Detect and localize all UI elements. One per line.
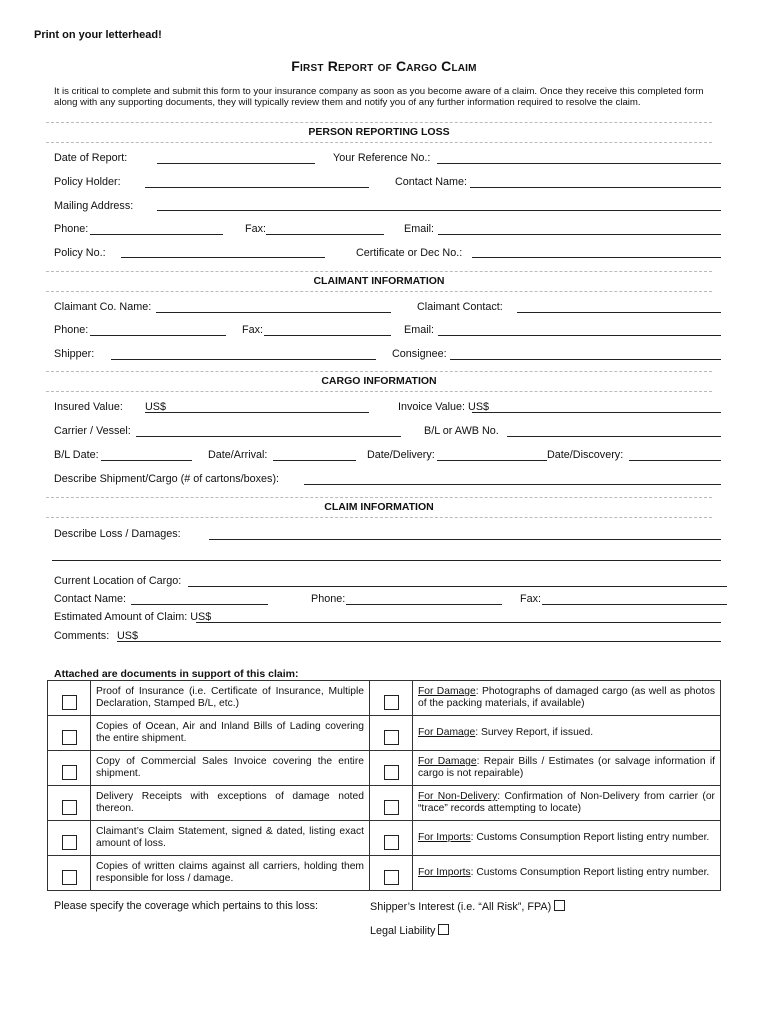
consignee-field[interactable] (450, 359, 721, 360)
document-right-checkbox[interactable] (384, 695, 399, 710)
email-field[interactable] (438, 234, 721, 235)
document-right-body: : Customs Consumption Report listing entry number. (470, 867, 710, 878)
legal-liability-checkbox[interactable] (438, 924, 449, 935)
document-left-cell (48, 786, 91, 821)
phone-label: Phone: (54, 223, 89, 235)
document-row (48, 821, 721, 856)
carrier-vessel-field[interactable] (136, 436, 401, 437)
document-right-checkbox[interactable] (384, 835, 399, 850)
document-left-cell (48, 856, 91, 891)
current-location-field[interactable] (188, 586, 727, 587)
document-right-cell (370, 856, 413, 891)
insured-value-label: Insured Value: (54, 401, 123, 413)
claimant-phone-label: Phone: (54, 324, 89, 336)
document-row (48, 751, 721, 786)
shipper-field[interactable] (111, 359, 376, 360)
section-cargo-information: CARGO INFORMATION (46, 371, 712, 392)
document-left-text: Delivery Receipts with exceptions of damage noted thereon. (91, 786, 370, 821)
claimant-email-label: Email: (404, 324, 434, 336)
claimant-co-name-label: Claimant Co. Name: (54, 301, 152, 313)
mailing-address-field[interactable] (157, 210, 721, 211)
section-claimant-information: CLAIMANT INFORMATION (46, 271, 712, 292)
document-left-cell (48, 821, 91, 856)
document-right-prefix: For Damage (418, 727, 476, 738)
fax-label: Fax: (245, 223, 266, 235)
intro-text: It is critical to complete and submit this form to your insurance company as soon as you become aware of a claim. Once they receive this completed form along with any supporting documents, they will typically review them and notify you of any further information required to resolve the claim. (54, 86, 704, 108)
claimant-contact-field[interactable] (517, 312, 721, 313)
bl-awb-field[interactable] (507, 436, 721, 437)
document-right-body: : Customs Consumption Report listing entry number. (470, 832, 710, 843)
documents-title: Attached are documents in support of this claim: (54, 668, 299, 680)
claim-contact-name-label: Contact Name: (54, 593, 127, 605)
document-right-text (413, 681, 721, 716)
document-right-prefix: For Damage (418, 756, 477, 767)
date-discovery-field[interactable] (629, 460, 721, 461)
document-left-checkbox[interactable] (62, 730, 77, 745)
invoice-value-field[interactable] (472, 412, 721, 413)
describe-shipment-label: Describe Shipment/Cargo (# of cartons/boxes): (54, 473, 280, 485)
document-right-checkbox[interactable] (384, 800, 399, 815)
document-left-cell (48, 716, 91, 751)
claim-fax-label: Fax: (520, 593, 541, 605)
bl-date-field[interactable] (101, 460, 192, 461)
documents-table (47, 680, 721, 891)
document-right-cell (370, 751, 413, 786)
legal-liability-label: Legal Liability (370, 925, 436, 937)
policy-no-field[interactable] (121, 257, 325, 258)
document-right-body: : Repair Bills / Estimates (or salvage information if cargo is not repairable) (418, 756, 715, 779)
document-right-text (413, 716, 721, 751)
document-left-checkbox[interactable] (62, 835, 77, 850)
document-left-text: Copies of Ocean, Air and Inland Bills of Lading covering the entire shipment. (91, 716, 370, 751)
comments-field[interactable] (117, 641, 721, 642)
document-right-text (413, 751, 721, 786)
date-delivery-field[interactable] (437, 460, 547, 461)
document-left-cell (48, 751, 91, 786)
document-row (48, 716, 721, 751)
date-of-report-field[interactable] (157, 163, 315, 164)
invoice-value-label: Invoice Value: US$ (398, 401, 490, 413)
policy-holder-field[interactable] (145, 187, 369, 188)
document-right-checkbox[interactable] (384, 730, 399, 745)
claim-phone-field[interactable] (346, 604, 502, 605)
claim-fax-field[interactable] (542, 604, 727, 605)
document-right-cell (370, 681, 413, 716)
letterhead-note: Print on your letterhead! (34, 29, 162, 41)
document-right-checkbox[interactable] (384, 870, 399, 885)
describe-shipment-field[interactable] (304, 484, 721, 485)
document-right-text (413, 821, 721, 856)
mailing-address-label: Mailing Address: (54, 200, 134, 212)
policy-no-label: Policy No.: (54, 247, 106, 259)
claimant-email-field[interactable] (438, 335, 721, 336)
date-of-report-label: Date of Report: (54, 152, 128, 164)
section-claim-information: CLAIM INFORMATION (46, 497, 712, 518)
claimant-phone-field[interactable] (90, 335, 226, 336)
insured-value-field[interactable] (145, 412, 369, 413)
document-right-prefix: For Imports (418, 832, 471, 843)
describe-loss-field[interactable] (209, 539, 721, 540)
document-right-text (413, 786, 721, 821)
your-reference-label: Your Reference No.: (333, 152, 431, 164)
certificate-field[interactable] (472, 257, 721, 258)
phone-field[interactable] (90, 234, 223, 235)
claimant-fax-field[interactable] (264, 335, 391, 336)
section-person-reporting-loss: PERSON REPORTING LOSS (46, 122, 712, 143)
document-right-cell (370, 821, 413, 856)
current-location-label: Current Location of Cargo: (54, 575, 182, 587)
email-label: Email: (404, 223, 434, 235)
carrier-vessel-label: Carrier / Vessel: (54, 425, 131, 437)
document-left-checkbox[interactable] (62, 765, 77, 780)
your-reference-field[interactable] (437, 163, 721, 164)
date-arrival-label: Date/Arrival: (208, 449, 268, 461)
document-left-checkbox[interactable] (62, 800, 77, 815)
document-right-cell (370, 786, 413, 821)
legal-liability-option[interactable] (370, 924, 449, 937)
document-right-prefix: For Non-Delivery (418, 791, 498, 802)
document-left-checkbox[interactable] (62, 870, 77, 885)
document-left-cell (48, 681, 91, 716)
claimant-co-name-field[interactable] (156, 312, 391, 313)
fax-field[interactable] (266, 234, 384, 235)
document-row (48, 681, 721, 716)
date-delivery-label: Date/Delivery: (367, 449, 435, 461)
bl-awb-label: B/L or AWB No. (424, 425, 499, 437)
document-right-cell (370, 716, 413, 751)
document-row (48, 856, 721, 891)
document-right-body: : Survey Report, if issued. (475, 727, 594, 738)
describe-loss-field-line2[interactable] (52, 560, 721, 561)
claimant-contact-label: Claimant Contact: (417, 301, 503, 313)
contact-name-field[interactable] (470, 187, 721, 188)
date-discovery-label: Date/Discovery: (547, 449, 624, 461)
shipper-label: Shipper: (54, 348, 95, 360)
shipper-interest-checkbox[interactable] (554, 900, 565, 911)
claim-contact-name-field[interactable] (131, 604, 268, 605)
page-title: First Report of Cargo Claim (291, 58, 477, 74)
document-left-text: Copies of written claims against all carriers, holding them responsible for loss / damage. (91, 856, 370, 891)
comments-label: Comments: (54, 630, 110, 642)
insured-value-currency: US$ (145, 401, 167, 413)
claimant-fax-label: Fax: (242, 324, 263, 336)
estimated-amount-label: Estimated Amount of Claim: US$ (54, 611, 212, 623)
certificate-label: Certificate or Dec No.: (356, 247, 463, 259)
shipper-interest-option[interactable] (370, 900, 565, 913)
document-right-text (413, 856, 721, 891)
shipper-interest-label: Shipper’s Interest (i.e. “All Risk”, FPA) (370, 901, 552, 913)
document-left-text: Copy of Commercial Sales Invoice covering the entire shipment. (91, 751, 370, 786)
document-right-prefix: For Imports (418, 867, 471, 878)
bl-date-label: B/L Date: (54, 449, 99, 461)
document-left-checkbox[interactable] (62, 695, 77, 710)
document-left-text: Claimant’s Claim Statement, signed & dated, listing exact amount of loss. (91, 821, 370, 856)
estimated-amount-field[interactable] (196, 622, 721, 623)
policy-holder-label: Policy Holder: (54, 176, 121, 188)
comments-currency: US$ (117, 630, 139, 642)
claim-phone-label: Phone: (311, 593, 346, 605)
document-right-body: : Confirmation of Non-Delivery from carrier (or “trace” records attempting to locate) (418, 791, 715, 814)
document-row (48, 786, 721, 821)
document-right-prefix: For Damage (418, 686, 476, 697)
date-arrival-field[interactable] (273, 460, 356, 461)
document-right-body: : Photographs of damaged cargo (as well as photos of the packing materials, if available) (418, 686, 715, 709)
consignee-label: Consignee: (392, 348, 447, 360)
coverage-prompt: Please specify the coverage which pertains to this loss: (54, 900, 319, 912)
document-right-checkbox[interactable] (384, 765, 399, 780)
describe-loss-label: Describe Loss / Damages: (54, 528, 181, 540)
document-left-text: Proof of Insurance (i.e. Certificate of Insurance, Multiple Declaration, Stamped B/L, etc.) (91, 681, 370, 716)
contact-name-label: Contact Name: (395, 176, 468, 188)
